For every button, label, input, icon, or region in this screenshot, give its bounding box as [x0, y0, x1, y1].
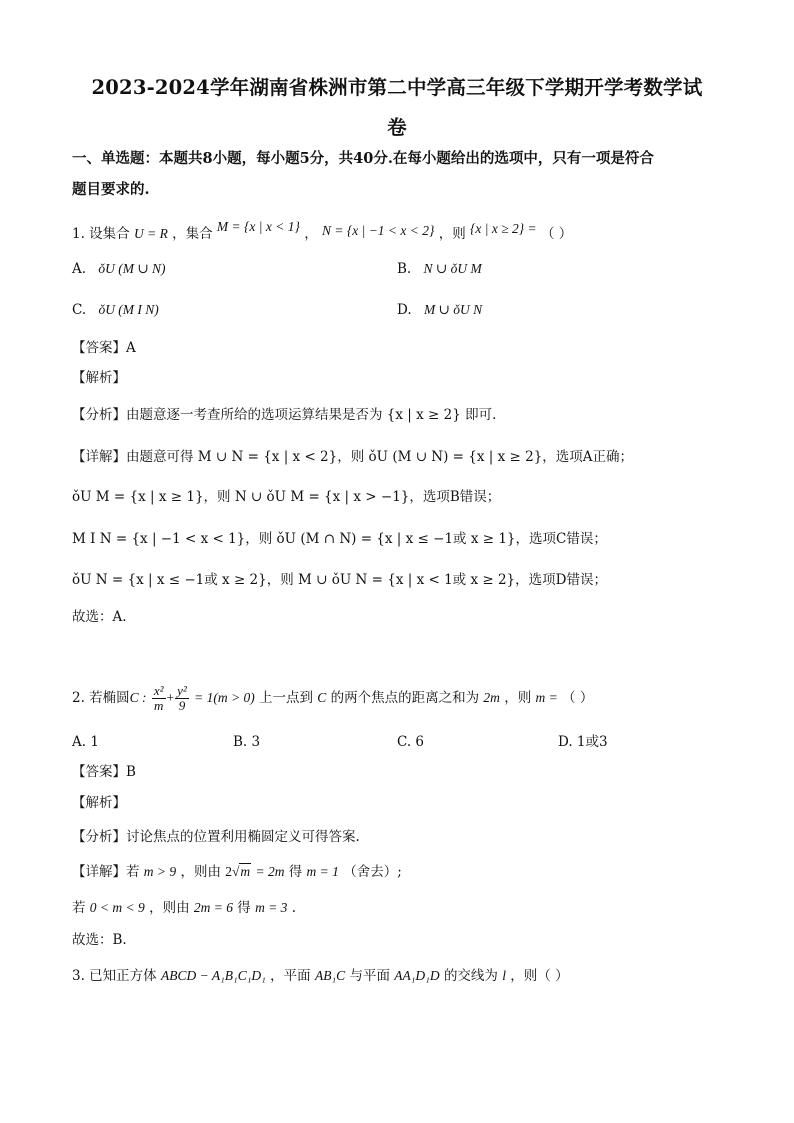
q2-option-a: A. 1 — [72, 734, 99, 750]
q1-analysis-title: 【解析】 — [72, 370, 126, 386]
q1-answer: 【答案】A — [72, 340, 136, 356]
q1-option-c — [72, 300, 159, 320]
q1-set-m: M = {x | x < 1} — [216, 219, 300, 234]
q2-detail-mid: ，则由 — [180, 864, 221, 880]
q2-answer: 【答案】B — [72, 764, 136, 780]
q2-detail2-eq: 2m = 6 — [193, 900, 233, 915]
q2-detail2-cond: 0 < m < 9 — [89, 900, 145, 915]
doc-title-line1: 2023-2024学年湖南省株洲市第二中学高三年级下学期开学考数学试 — [91, 76, 703, 99]
q1-target-set: {x | x ≥ 2} = — [470, 221, 537, 236]
q1-option-b-expr: N ∪ ǒU M — [423, 261, 482, 276]
q2-analysis: 【分析】讨论焦点的位置利用椭圆定义可得答案. — [72, 829, 360, 845]
q2-detail-line1 — [72, 862, 402, 882]
q1-option-c-label: C. — [72, 302, 87, 318]
q2-sqrt-radicand: m — [240, 864, 251, 879]
q2-frac-y-den: 9 — [178, 698, 186, 713]
q3-stem-tail: ，则（ ） — [510, 968, 569, 984]
q2-plus: + — [166, 690, 175, 705]
q2-fraction-y — [175, 684, 189, 713]
q1-option-c-expr: ǒU (M I N) — [98, 302, 159, 317]
q1-option-a-label: A. — [72, 261, 87, 277]
q1-detail-line3: M I N = {x | −1 < x < 1}，则 ǒU (M ∩ N) = {x | x ≤ −1或 x ≥ 1}，选项C错误； — [72, 531, 607, 547]
q2-detail-line2 — [72, 898, 296, 918]
q3-stem — [72, 966, 569, 986]
q2-frac-x-den: m — [153, 698, 164, 713]
q2-frac-y-num: y² — [177, 683, 187, 698]
q2-detail-tail: （舍去）; — [343, 864, 402, 880]
q2-analysis-title: 【解析】 — [72, 795, 126, 811]
q2-equation-rhs: = 1(m > 0) — [194, 690, 255, 705]
q2-detail-cond: m > 9 — [143, 864, 177, 879]
q2-option-d: D. 1或3 — [558, 734, 608, 750]
q2-option-c: C. 6 — [397, 734, 425, 750]
q2-stem-mid2: 的两个焦点的距离之和为 — [330, 690, 480, 706]
q1-option-b — [397, 259, 482, 279]
q1-option-d-expr: M ∪ ǒU N — [423, 302, 483, 317]
q2-answer-paren: （ ） — [562, 690, 594, 706]
q2-fraction-x — [152, 684, 166, 713]
q2-detail2-res: m = 3 — [255, 900, 288, 915]
q2-detail2-tail: . — [291, 900, 297, 916]
q2-conclusion: 故选：B. — [72, 932, 127, 948]
q2-stem-prefix: 2. 若椭圆 — [72, 690, 130, 706]
q3-cube: ABCD − A₁B₁C₁D₁ — [160, 968, 266, 983]
q1-option-a-expr: ǒU (M ∪ N) — [98, 261, 166, 276]
q2-detail-eq: = 2m — [255, 864, 285, 879]
q3-line-l: l — [502, 968, 506, 983]
q2-ellipse-ref: C — [317, 690, 327, 705]
q2-option-b: B. 3 — [233, 734, 261, 750]
q3-stem-prefix: 3. 已知正方体 — [72, 968, 157, 984]
q1-option-b-label: B. — [397, 261, 412, 277]
q1-stem-then: ，则 — [438, 226, 466, 242]
q1-conclusion: 故选：A. — [72, 609, 127, 625]
q1-detail-line1: 【详解】由题意可得 M ∪ N = {x | x < 2}，则 ǒU (M ∪ N) = {x | x ≥ 2}，选项A正确； — [72, 449, 634, 465]
q3-stem-mid1: ，平面 — [270, 968, 311, 984]
q2-sum-2m: 2m — [483, 690, 500, 705]
q2-m-equals: m = — [535, 690, 558, 705]
q2-detail-prefix: 【详解】若 — [72, 864, 140, 880]
q1-detail-line2: ǒU M = {x | x ≥ 1}，则 N ∪ ǒU M = {x | x > −1}，选项B错误； — [72, 489, 501, 505]
section-heading-line2: 题目要求的. — [72, 181, 150, 198]
section-heading-line1: 一、单选题：本题共8小题，每小题5分，共40分.在每小题给出的选项中，只有一项是符合 — [72, 150, 654, 167]
q1-stem-universe: U = R — [133, 226, 168, 241]
q2-detail-res: m = 1 — [306, 864, 339, 879]
q2-stem-mid: 上一点到 — [259, 690, 313, 706]
q2-frac-x-num: x² — [153, 683, 164, 698]
q2-detail2-prefix: 若 — [72, 900, 86, 916]
q2-detail-two: 2 — [225, 864, 232, 879]
q2-stem-then: ，则 — [504, 690, 532, 706]
q1-stem-mid: ，集合 — [172, 226, 213, 242]
q1-stem-prefix: 1. 设集合 — [72, 226, 130, 242]
q3-plane1: AB₁C — [314, 968, 346, 983]
q1-option-a — [72, 259, 166, 279]
q1-stem-comma: ， — [304, 226, 318, 242]
q1-answer-paren: （ ） — [540, 226, 573, 242]
q1-option-d — [397, 300, 482, 320]
q2-detail2-de: 得 — [237, 900, 251, 916]
q3-stem-mid2: 与平面 — [349, 968, 390, 984]
q1-detail-line4: ǒU N = {x | x ≤ −1或 x ≥ 2}，则 M ∪ ǒU N = {x | x < 1或 x ≥ 2}，选项D错误； — [72, 572, 607, 588]
q3-plane2: AA₁D₁D — [394, 968, 440, 983]
q2-detail-de: 得 — [288, 864, 303, 880]
doc-title-line2: 卷 — [387, 116, 407, 139]
q1-stem — [72, 219, 573, 244]
q2-ellipse-name: C : — [129, 690, 147, 705]
q2-sqrt-sign: √ — [232, 864, 240, 879]
q2-stem — [72, 684, 593, 713]
q3-stem-mid3: 的交线为 — [443, 968, 498, 984]
q1-set-n: N = {x | −1 < x < 2} — [321, 223, 435, 238]
q1-analysis: 【分析】由题意逐一考查所给的选项运算结果是否为 {x | x ≥ 2} 即可. — [72, 407, 497, 423]
q2-detail2-mid: ，则由 — [149, 900, 190, 916]
q1-option-d-label: D. — [397, 302, 412, 318]
